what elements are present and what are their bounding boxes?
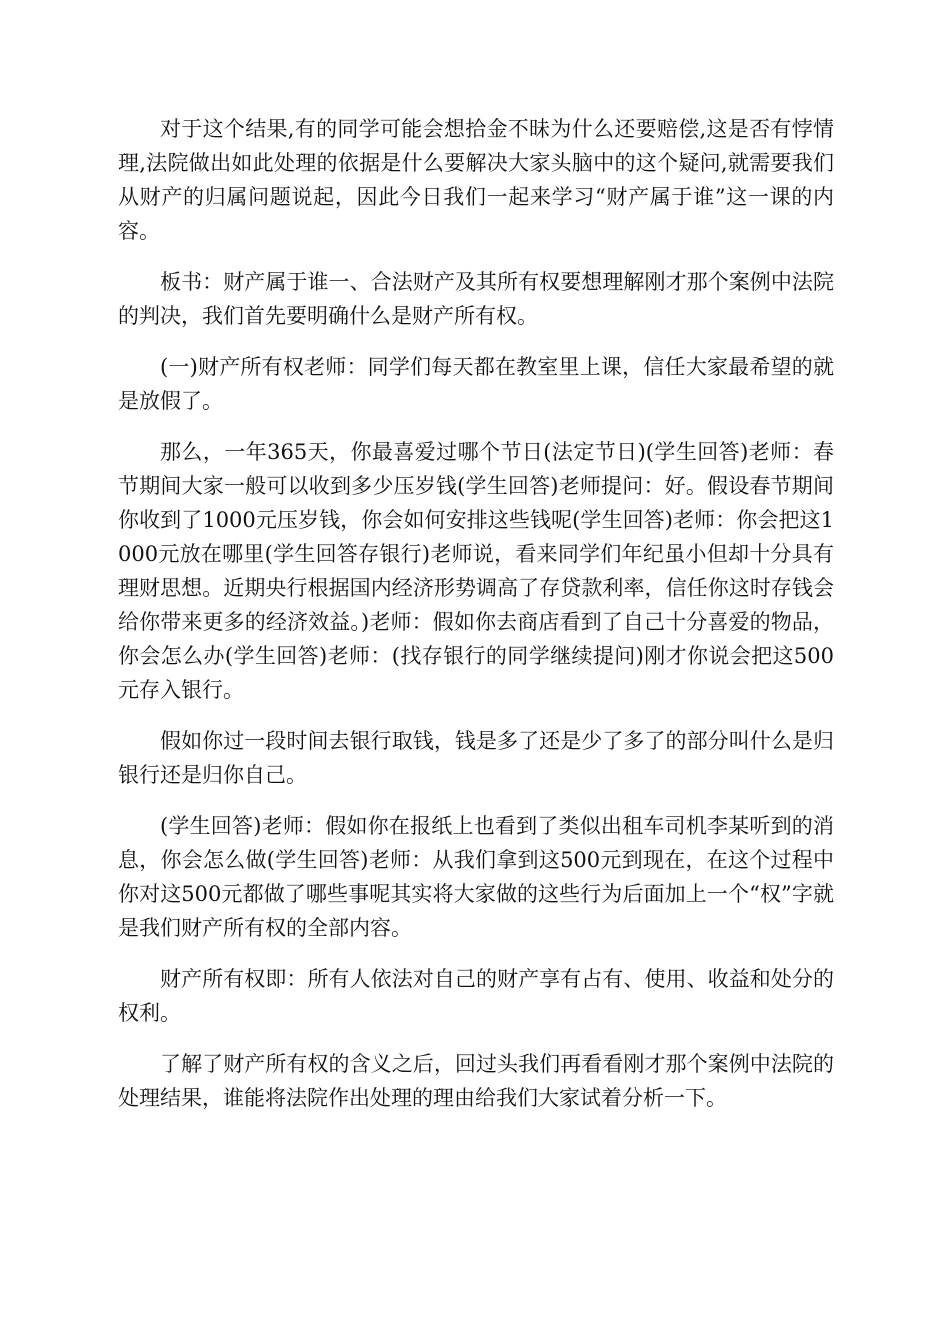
paragraph: 对于这个结果,有的同学可能会想拾金不昧为什么还要赔偿,这是否有悖情理,法院做出如此处理的依据是什么要解决大家头脑中的这个疑问,就需要我们从财产的归属问题说起，因此今日我们一起来学习“财产属于谁”这一课的内容。: [118, 117, 834, 243]
paragraph: 财产所有权即：所有人依法对自己的财产享有占有、使用、收益和处分的权利。: [118, 967, 834, 1025]
paragraph: 了解了财产所有权的含义之后，回过头我们再看看刚才那个案例中法院的处理结果，谁能将法院作出处理的理由给我们大家试着分析一下。: [118, 1052, 834, 1110]
paragraph: (学生回答)老师：假如你在报纸上也看到了类似出租车司机李某听到的消息，你会怎么做(学生回答)老师：从我们拿到这500元到现在，在这个过程中你对这500元都做了哪些事呢其实将大家做的这些行为后面加上一个“权”字就是我们财产所有权的全部内容。: [118, 814, 834, 940]
document-body: [118, 112, 834, 1132]
paragraph: 板书：财产属于谁一、合法财产及其所有权要想理解刚才那个案例中法院的判决，我们首先要明确什么是财产所有权。: [118, 270, 834, 328]
paragraph: 那么，一年365天，你最喜爱过哪个节日(法定节日)(学生回答)老师：春节期间大家一般可以收到多少压岁钱(学生回答)老师提问：好。假设春节期间你收到了1000元压岁钱，你会如何安排这些钱呢(学生回答)老师：你会把这1000元放在哪里(学生回答存银行)老师说，看来同学们年纪虽小但却十分具有理财思想。近期央行根据国内经济形势调高了存贷款利率，信任你这时存钱会给你带来更多的经济效益。)老师：假如你去商店看到了自己十分喜爱的物品，你会怎么办(学生回答)老师：(找存银行的同学继续提问)刚才你说会把这500元存入银行。: [118, 440, 834, 702]
paragraph: (一)财产所有权老师：同学们每天都在教室里上课，信任大家最希望的就是放假了。: [118, 355, 834, 413]
paragraph: 假如你过一段时间去银行取钱，钱是多了还是少了多了的部分叫什么是归银行还是归你自己。: [118, 729, 834, 787]
